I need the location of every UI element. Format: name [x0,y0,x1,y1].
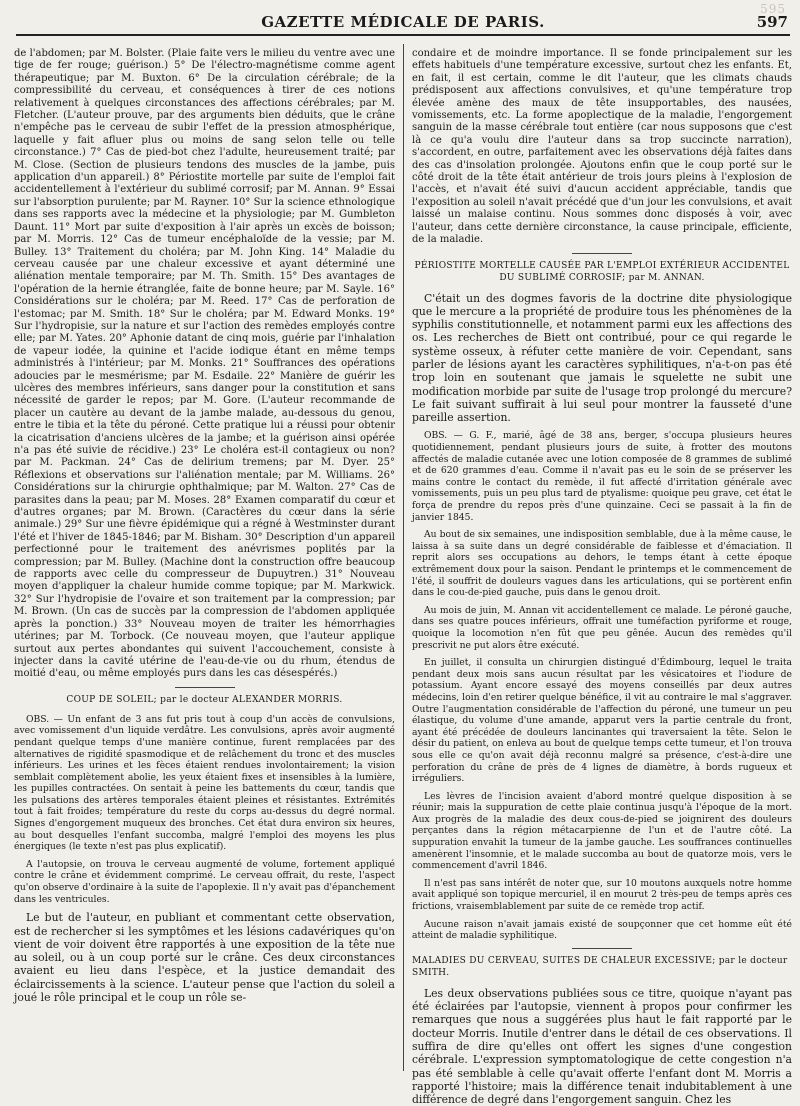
journal-title: GAZETTE MÉDICALE DE PARIS. [261,13,545,31]
bleed-through-page-number: 595 [760,2,786,16]
intro-paragraph: C'était un des dogmes favoris de la doctrine dite physiologique que le mercure a la propriété de produire tous les phénomènes de la syphilis constitutionnelle, et notamment parmi eux les affections des os. Les recherches de Biett ont contribué, pour ce qui regarde le système osseux, à réfuter cette manière de voir. Cependant, sans parler de lésions ayant les caractères syphilitiques, n'a-t-on pas été trop loin en soutenant que jamais le squelette ne subit une modification morbide par suite de l'usage trop prolongé du mercure? Le fait suivant suffirait à lui seul pour montrer la fausseté d'une pareille assertion. [412,291,792,425]
section-heading-coup-de-soleil: COUP DE SOLEIL; par le docteur ALEXANDER MORRIS. [66,694,343,705]
left-column [14,48,395,1069]
right-column [412,48,792,1106]
section-rule [572,253,632,254]
section-rule [175,687,235,688]
autopsy-paragraph: A l'autopsie, on trouva le cerveau augmenté de volume, fortement appliqué contre le crâne et évidemment comprimé. Le cerveau offrait, du reste, l'aspect qu'on observe d'ordinaire à la suite de l'apoplexie. Il n'y avait pas d'épanchement dans les ventricules. [14,858,395,905]
section-heading-maladies-du-cerveau: MALADIES DU CERVEAU, SUITES DE CHALEUR EXCESSIVE; par le docteur SMITH. [412,955,788,978]
observation-paragraph: OBS. — Un enfant de 3 ans fut pris tout à coup d'un accès de convulsions, avec vomissement d'un liquide verdâtre. Les convulsions, après avoir augmenté pendant quelque temps d'une manière continue, furent remplacées par des alternatives de rigidité spasmodique et de relâchement du tronc et des muscles inférieurs. Les urines et les fèces étaient rendues involontairement; la vision semblait complètement abolie, les yeux étaient fixes et insensibles à la lumière, les pupilles contractées. On sentait à peine les battements du cœur, tandis que les pulsations des artères temporales étaient pleines et résistantes. Extrémités tout à fait froides; température du reste du corps au-dessus du degré normal. Signes d'engorgement muqueux des bronches. Cet état dura environ six heures, au bout desquelles l'enfant succomba, malgré l'emploi des moyens les plus énergiques (le texte n'est pas plus explicatif). [14,713,395,853]
column-divider [403,44,404,1071]
observation-block [14,714,395,906]
continuation-paragraph: condaire et de moindre importance. Il se fonde principalement sur les effets habituels d'une température excessive, surtout chez les enfants. Et, en fait, il est certain, comme le dit l'auteur, que les climats chauds prédisposent aux affections convulsives, et qu'une température trop élevée amène des maux de tête insupportables, des nausées, vomissements, etc. La forme apoplectique de la maladie, l'engorgement sanguin de la masse cérébrale tout entière (car nous supposons que c'est là ce qu'a voulu dire l'auteur dans sa trop succincte narration), s'accordent, en outre, parfaitement avec les observations déjà faites dans des cas d'insolation prolongée. Ajoutons enfin que le coup porté sur le côté droit de la tête était antérieur de trois jours pleins à l'explosion de l'accès, et n'avait été suivi d'aucun accident appréciable, tandis que l'exposition au soleil n'avait précédé que d'un jour les convulsions, et avait laissé un malaise continu. Nous sommes donc disposés à voir, avec l'auteur, dans cette dernière circonstance, la cause principale, efficiente, de la maladie. [412,48,792,246]
observation-paragraph: OBS. — G. F., marié, âgé de 38 ans, berger, s'occupa plusieurs heures quotidiennement, pendant plusieurs jours de suite, à frotter des moutons affectés de maladie cutanée avec une lotion composée de 8 grammes de sublimé et de 620 grammes d'eau. Comme il n'avait pas eu le soin de se préserver les mains contre le contact du remède, il fut affecté d'irritation générale avec vomissements, puis un peu plus tard de ptyalisme: quoique peu grave, cet état le força de prendre du repos près d'une quinzaine. Ceci se passait à la fin de janvier 1845. [412,430,792,523]
case-paragraph: Aucune raison n'avait jamais existé de soupçonner que cet homme eût été atteint de maladie syphilitique. [412,918,792,942]
observation-block [412,430,792,941]
case-paragraph: En juillet, il consulta un chirurgien distingué d'Édimbourg, lequel le traita pendant deux mois sans aucun résultat par les vésicatoires et l'iodure de potassium. Ayant encore essayé des moyens conseillés par deux autres médecins, loin d'en retirer quelque bénéfice, il vit au contraire le mal s'aggraver. Outre l'augmentation considérable de l'affection du péroné, une tumeur un peu élastique, du volume d'une amande, apparut vers la partie centrale du front, ayant été précédée de douleurs lancinantes qui traversaient la tête. Selon le désir du patient, on enleva au bout de quelque temps cette tumeur, et l'on trouva sous elle ce qu'on avait déjà reconnu malgré sa présence, c'est-à-dire une perforation du crâne de près de 4 lignes de diamètre, à bords rugueux et irréguliers. [412,657,792,785]
page-number: 597 [756,13,788,31]
section-rule [572,948,632,949]
case-paragraph: Les lèvres de l'incision avaient d'abord montré quelque disposition à se réunir; mais la suppuration de cette plaie continua jusqu'à l'époque de la mort. Aux progrès de la maladie des deux cous-de-pied se joignirent des douleurs perçantes dans la région métacarpienne de l'un et de l'autre côté. La suppuration envahit la tumeur de la jambe gauche. Les souffrances continuelles amenèrent l'insomnie, et le malade succomba au bout de quatorze mois, vers le commencement d'avril 1846. [412,790,792,872]
article-list-paragraph: de l'abdomen; par M. Bolster. (Plaie faite vers le milieu du ventre avec une tige de fer rouge; guérison.) 5° De l'électro-magnétisme comme agent thérapeutique; par M. Buxton. 6° De la circulation cérébrale; de la compressibilité du cerveau, et conséquences à tirer de ces notions relativement à quelques circonstances des affections cérébrales; par M. Fletcher. (L'auteur prouve, par des arguments bien déduits, que le crâne n'empêche pas le cerveau de subir l'effet de la pression atmosphérique, laquelle y fait afluer plus ou moins de sang selon telle ou telle circonstance.) 7° Cas de pied-bot chez l'adulte, heureusement traité; par M. Close. (Section de plusieurs tendons des muscles de la jambe, puis application d'un appareil.) 8° Périostite mortelle par suite de l'emploi fait accidentellement à l'extérieur du sublimé corrosif; par M. Annan. 9° Essai sur l'absorption purulente; par M. Rayner. 10° Sur la science ethnologique dans ses rapports avec la médecine et la physiologie; par M. Gumbleton Daunt. 11° Mort par suite d'exposition à l'air après un excès de boisson; par M. Morris. 12° Cas de tumeur encéphaloïde de la vessie; par M. Bulley. 13° Traitement du choléra; par M. John King. 14° Maladie du cerveau causée par une chaleur excessive et ayant déterminé une aliénation mentale temporaire; par M. Th. Smith. 15° Des avantages de l'opération de la hernie étranglée, faite de bonne heure; par M. Sayle. 16° Considérations sur le choléra; par M. Reed. 17° Cas de perforation de l'estomac; par M. Smith. 18° Sur le choléra; par M. Edward Monks. 19° Sur l'hydropisie, sur la nature et sur l'action des remèdes employés contre elle; par M. Yates. 20° Aphonie datant de cinq mois, guérie par l'inhalation de vapeur iodée, la quinine et l'acide iodique étant en même temps administrés à l'intérieur; par M. Monks. 21° Souffrances des opérations adoucies par le mesmérisme; par M. Esdaile. 22° Manière de guérir les ulcères des membres inférieurs, sans danger pour la constitution et sans nécessité de garder le repos; par M. Gore. (L'auteur recommande de placer un cautère au devant de la jambe malade, au-dessous du genou, entre le tibia et la tête du péroné. Cette pratique lui a réussi pour obtenir la cicatrisation d'anciens ulcères de la jambe; et la guérison ainsi opérée n'a pas été suivie de récidive.) 23° Le choléra est-il contagieux ou non? par M. Packman. 24° Cas de delirium tremens; par M. Dyer. 25° Réflexions et observations sur l'aliénation mentale; par M. Williams. 26° Considérations sur la chirurgie ophthalmique; par M. Walton. 27° Cas de parasites dans la peau; par M. Moses. 28° Examen comparatif du cœur et d'autres organes; par M. Brown. (Caractères du cœur dans la série animale.) 29° Sur une fièvre épidémique qui a régné à Westminster durant l'été et l'hiver de 1845-1846; par M. Bisham. 30° Description d'un appareil perfectionné pour le traitement des anévrismes poplités par la compression; par M. Bulley. (Machine dont la construction offre beaucoup de rapports avec celle du compresseur de Dupuytren.) 31° Nouveau moyen d'appliquer la chaleur humide comme topique; par M. Markwick. 32° Sur l'hydropisie de l'ovaire et son traitement par la compression; par M. Brown. (Un cas de succès par la compression de l'abdomen appliquée après la ponction.) 33° Nouveau moyen de traiter les hémorrhagies utérines; par M. Torbock. (Ce nouveau moyen, que l'auteur applique surtout aux pertes abondantes qui suivent l'accouchement, consiste à injecter dans la cavité utérine de l'eau-de-vie ou du rhum, étendus de moitié d'eau, ou même employés purs dans les cas désespérés.) [14,48,395,680]
case-paragraph: Au mois de juin, M. Annan vit accidentellement ce malade. Le péroné gauche, dans ses quatre pouces inférieurs, offrait une tuméfaction pyriforme et rouge, quoique la locomotion n'en fût que peu gênée. Aucun des remèdes qu'il prescrivit ne put alors être exécuté. [412,604,792,651]
commentary-paragraph: Le but de l'auteur, en publiant et commentant cette observation, est de rechercher si les symptômes et les lésions cadavériques qu'on vient de voir doivent être rapportés à une exposition de la tête nue au soleil, ou à un coup porté sur le crâne. Ces deux circonstances avaient eu lieu dans l'espèce, et la justice demandait des éclaircissements à la science. L'auteur pense que l'action du soleil a joué le rôle principal et le coup un rôle se- [14,911,395,1004]
discussion-paragraph: Les deux observations publiées sous ce titre, quoique n'ayant pas été éclairées par l'autopsie, viennent à propos pour confirmer les remarques que nous a suggérées plus haut le fait rapporté par le docteur Morris. Inutile d'entrer dans le détail de ces observations. Il suffira de dire qu'elles ont offert les signes d'une congestion cérébrale. L'expression symptomatologique de cette congestion n'a pas été semblable à celle qu'avait offerte l'enfant dont M. Morris a rapporté l'histoire; mais la différence tenait indubitablement à une différence de degré dans l'engorgement sanguin. Chez les [412,986,792,1106]
running-head [16,12,790,36]
section-heading-periostite: PÉRIOSTITE MORTELLE CAUSÉE PAR L'EMPLOI EXTÉRIEUR ACCIDENTEL DU SUBLIMÉ CORROSIF; par M. ANNAN. [414,260,790,283]
case-paragraph: Au bout de six semaines, une indisposition semblable, due à la même cause, le laissa à sa suite dans un degré considérable de faiblesse et d'émaciation. Il reprit alors ses occupations au dehors, le temps étant à cette époque extrêmement doux pour la saison. Pendant le printemps et le commencement de l'été, il souffrit de douleurs vagues dans les articulations, qui se portèrent enfin dans le cou-de-pied gauche, puis dans le genou droit. [412,529,792,599]
case-paragraph: Il n'est pas sans intérêt de noter que, sur 10 moutons auxquels notre homme avait appliqué son topique mercuriel, il en mourut 2 très-peu de temps après ces frictions, vraisemblablement par suite de ce remède trop actif. [412,877,792,913]
